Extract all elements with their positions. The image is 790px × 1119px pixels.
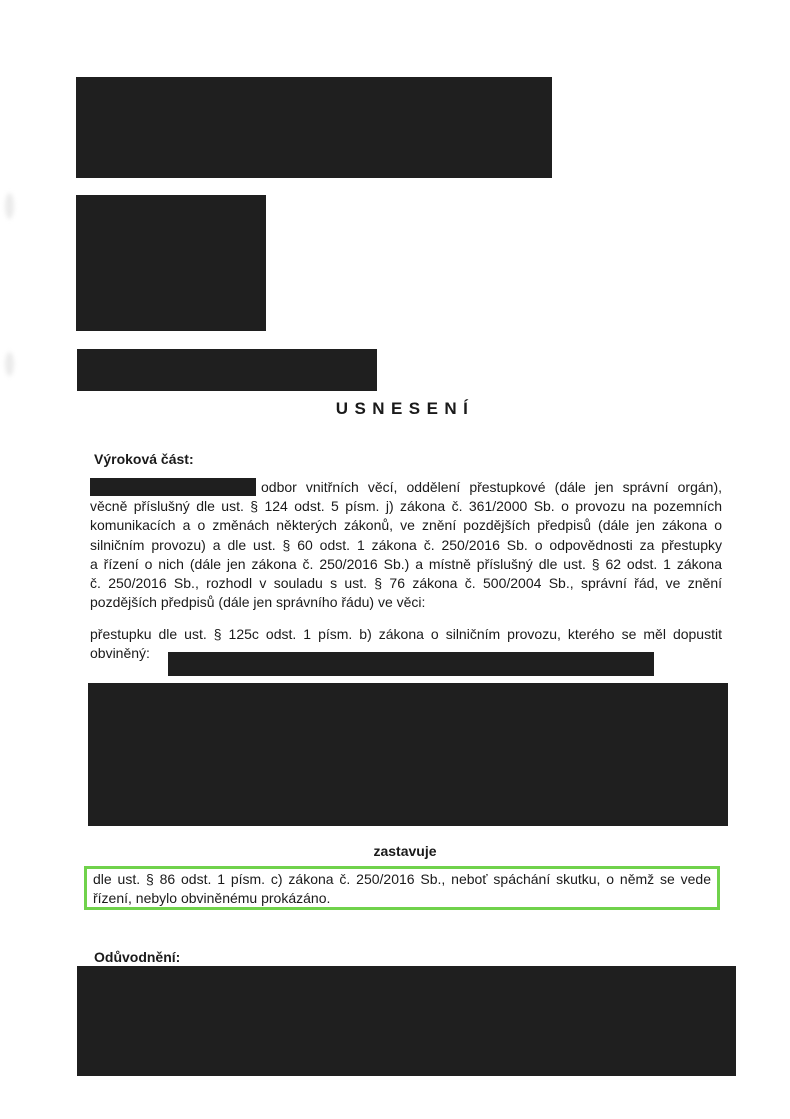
paragraph-authority [90,478,722,612]
section-heading-reasoning: Odůvodnění: [94,949,181,965]
redaction-inline-accused-name [168,652,654,676]
redaction-box-reasoning [77,966,736,1076]
highlighted-ruling-box [84,866,720,910]
paragraph-line: silničním provozu) a dle ust. § 60 odst. 1 zákona č. 250/2016 Sb. o odpovědnosti za přestupky [90,536,722,553]
ruling-line: dle ust. § 86 odst. 1 písm. c) zákona č. 250/2016 Sb., neboť spáchání skutku, o němž se vede [93,871,711,887]
paragraph-line: obviněný: [90,645,150,662]
document-title: USNESENÍ [335,399,475,418]
redaction-box-letterhead [76,77,552,178]
paragraph-line: věcně příslušný dle ust. § 124 odst. 5 písm. j) zákona č. 361/2000 Sb. o provozu na pozemních [90,498,722,515]
paragraph-line: a řízení o nich (dále jen zákona č. 250/2016 Sb.) a místně příslušný dle ust. § 62 odst. 1 zákona [90,555,722,572]
ruling-text [87,869,717,907]
paragraph-line [90,478,722,497]
redaction-box-reference [77,349,377,391]
redaction-box-addressee [76,195,266,331]
paragraph-line: komunikacích a o změnách některých zákonů, ve znění pozdějších předpisů (dále jen zákona o [90,517,722,534]
redaction-inline-authority-name [90,478,256,496]
paragraph-line: přestupku dle ust. § 125c odst. 1 písm. b) zákona o silničním provozu, kterého se měl dopustit [90,626,722,642]
decision-word: zastavuje [373,843,437,859]
redaction-box-offense-details [88,683,728,826]
ruling-line: řízení, nebylo obviněnému prokázáno. [93,889,331,906]
scan-artifact [5,193,14,219]
paragraph-line: č. 250/2016 Sb., rozhodl v souladu s ust. § 76 zákona č. 500/2004 Sb., správní řád, ve znění [90,575,722,592]
paragraph-text: odbor vnitřních věcí, oddělení přestupkové (dále jen správní orgán), [261,479,722,495]
scan-artifact [5,352,14,376]
section-heading-operative: Výroková část: [94,451,194,467]
paragraph-line: pozdějších předpisů (dále jen správního řádu) ve věci: [90,594,426,611]
